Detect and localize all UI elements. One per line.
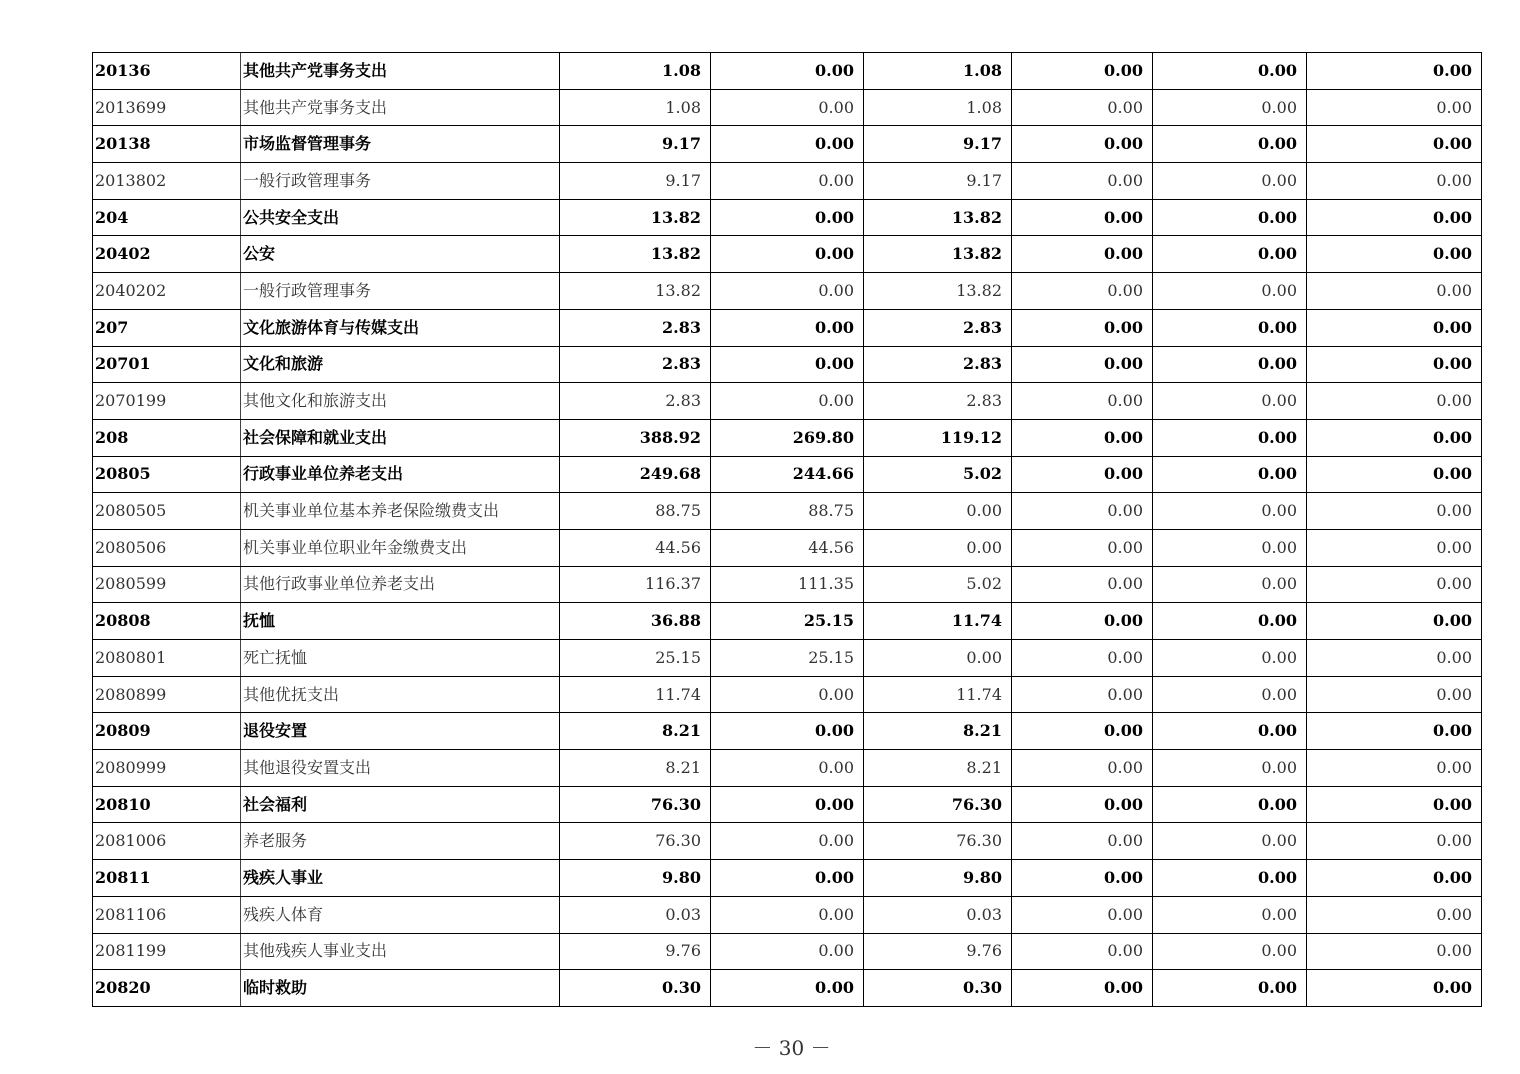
cell-project-expenditure: 9.17: [864, 126, 1012, 163]
cell-project-expenditure: 1.08: [864, 53, 1012, 90]
cell-total: 0.03: [560, 896, 711, 933]
cell-subject-code: 20136: [93, 53, 241, 90]
cell-project-expenditure: 11.74: [864, 603, 1012, 640]
cell-basic-expenditure: 25.15: [711, 640, 864, 677]
table-row: [93, 419, 1482, 456]
table-row: [93, 309, 1482, 346]
cell-column-6: 0.00: [1307, 236, 1482, 273]
cell-subject-code: 2081106: [93, 896, 241, 933]
cell-subject-code: 20402: [93, 236, 241, 273]
cell-total: 2.83: [560, 346, 711, 383]
cell-column-4: 0.00: [1012, 603, 1153, 640]
cell-column-6: 0.00: [1307, 493, 1482, 530]
cell-total: 44.56: [560, 529, 711, 566]
cell-total: 1.08: [560, 53, 711, 90]
cell-subject-name: 养老服务: [241, 823, 560, 860]
cell-basic-expenditure: 0.00: [711, 309, 864, 346]
table-row: [93, 750, 1482, 787]
cell-column-4: 0.00: [1012, 309, 1153, 346]
cell-project-expenditure: 8.21: [864, 713, 1012, 750]
cell-subject-name: 公共安全支出: [241, 199, 560, 236]
cell-basic-expenditure: 0.00: [711, 163, 864, 200]
cell-subject-code: 20810: [93, 786, 241, 823]
table-row: [93, 126, 1482, 163]
cell-project-expenditure: 5.02: [864, 456, 1012, 493]
cell-subject-name: 其他共产党事务支出: [241, 89, 560, 126]
cell-subject-code: 207: [93, 309, 241, 346]
cell-column-4: 0.00: [1012, 456, 1153, 493]
table-row: [93, 566, 1482, 603]
cell-project-expenditure: 0.30: [864, 970, 1012, 1007]
cell-column-6: 0.00: [1307, 163, 1482, 200]
cell-total: 13.82: [560, 236, 711, 273]
cell-column-6: 0.00: [1307, 823, 1482, 860]
cell-subject-code: 20809: [93, 713, 241, 750]
cell-basic-expenditure: 0.00: [711, 823, 864, 860]
cell-subject-code: 2080801: [93, 640, 241, 677]
cell-subject-name: 临时救助: [241, 970, 560, 1007]
cell-column-5: 0.00: [1153, 493, 1307, 530]
cell-column-5: 0.00: [1153, 603, 1307, 640]
cell-column-4: 0.00: [1012, 566, 1153, 603]
table-row: [93, 273, 1482, 310]
cell-basic-expenditure: 0.00: [711, 273, 864, 310]
cell-total: 11.74: [560, 676, 711, 713]
cell-column-4: 0.00: [1012, 236, 1153, 273]
cell-column-4: 0.00: [1012, 786, 1153, 823]
cell-column-5: 0.00: [1153, 53, 1307, 90]
cell-column-5: 0.00: [1153, 713, 1307, 750]
cell-column-6: 0.00: [1307, 419, 1482, 456]
cell-subject-code: 2080999: [93, 750, 241, 787]
cell-project-expenditure: 9.17: [864, 163, 1012, 200]
cell-basic-expenditure: 44.56: [711, 529, 864, 566]
cell-column-6: 0.00: [1307, 89, 1482, 126]
cell-total: 9.17: [560, 163, 711, 200]
cell-subject-name: 退役安置: [241, 713, 560, 750]
cell-column-4: 0.00: [1012, 419, 1153, 456]
cell-column-5: 0.00: [1153, 823, 1307, 860]
cell-column-5: 0.00: [1153, 566, 1307, 603]
cell-column-4: 0.00: [1012, 970, 1153, 1007]
cell-subject-code: 2080506: [93, 529, 241, 566]
cell-total: 8.21: [560, 750, 711, 787]
cell-project-expenditure: 1.08: [864, 89, 1012, 126]
cell-project-expenditure: 0.00: [864, 493, 1012, 530]
cell-project-expenditure: 76.30: [864, 786, 1012, 823]
table-row: [93, 236, 1482, 273]
table-row: [93, 163, 1482, 200]
cell-total: 2.83: [560, 309, 711, 346]
cell-subject-name: 其他共产党事务支出: [241, 53, 560, 90]
cell-column-4: 0.00: [1012, 750, 1153, 787]
cell-project-expenditure: 2.83: [864, 309, 1012, 346]
cell-total: 36.88: [560, 603, 711, 640]
table-row: [93, 896, 1482, 933]
cell-subject-name: 抚恤: [241, 603, 560, 640]
cell-column-4: 0.00: [1012, 89, 1153, 126]
cell-column-4: 0.00: [1012, 126, 1153, 163]
cell-subject-code: 2070199: [93, 383, 241, 420]
cell-column-6: 0.00: [1307, 933, 1482, 970]
cell-column-6: 0.00: [1307, 383, 1482, 420]
cell-project-expenditure: 11.74: [864, 676, 1012, 713]
cell-column-6: 0.00: [1307, 199, 1482, 236]
cell-column-6: 0.00: [1307, 970, 1482, 1007]
cell-total: 388.92: [560, 419, 711, 456]
cell-column-5: 0.00: [1153, 860, 1307, 897]
cell-basic-expenditure: 111.35: [711, 566, 864, 603]
cell-total: 25.15: [560, 640, 711, 677]
cell-basic-expenditure: 0.00: [711, 89, 864, 126]
cell-subject-name: 一般行政管理事务: [241, 273, 560, 310]
cell-column-6: 0.00: [1307, 786, 1482, 823]
table-row: [93, 786, 1482, 823]
cell-subject-code: 2080599: [93, 566, 241, 603]
cell-total: 116.37: [560, 566, 711, 603]
cell-column-5: 0.00: [1153, 383, 1307, 420]
cell-column-4: 0.00: [1012, 823, 1153, 860]
cell-subject-code: 2040202: [93, 273, 241, 310]
cell-subject-code: 2080899: [93, 676, 241, 713]
table-row: [93, 823, 1482, 860]
cell-total: 0.30: [560, 970, 711, 1007]
cell-column-5: 0.00: [1153, 89, 1307, 126]
cell-column-6: 0.00: [1307, 273, 1482, 310]
cell-column-5: 0.00: [1153, 126, 1307, 163]
cell-basic-expenditure: 0.00: [711, 933, 864, 970]
cell-subject-code: 2081199: [93, 933, 241, 970]
cell-subject-code: 2080505: [93, 493, 241, 530]
cell-column-5: 0.00: [1153, 346, 1307, 383]
cell-project-expenditure: 9.80: [864, 860, 1012, 897]
cell-project-expenditure: 2.83: [864, 383, 1012, 420]
cell-subject-name: 其他行政事业单位养老支出: [241, 566, 560, 603]
cell-subject-name: 其他优抚支出: [241, 676, 560, 713]
table-row: [93, 640, 1482, 677]
cell-basic-expenditure: 0.00: [711, 199, 864, 236]
cell-column-6: 0.00: [1307, 126, 1482, 163]
cell-column-4: 0.00: [1012, 860, 1153, 897]
cell-column-4: 0.00: [1012, 346, 1153, 383]
cell-basic-expenditure: 0.00: [711, 383, 864, 420]
cell-column-5: 0.00: [1153, 640, 1307, 677]
cell-subject-code: 20820: [93, 970, 241, 1007]
cell-column-5: 0.00: [1153, 419, 1307, 456]
cell-subject-name: 残疾人体育: [241, 896, 560, 933]
cell-subject-name: 社会福利: [241, 786, 560, 823]
cell-column-4: 0.00: [1012, 493, 1153, 530]
cell-column-6: 0.00: [1307, 456, 1482, 493]
table-row: [93, 456, 1482, 493]
cell-subject-code: 2013802: [93, 163, 241, 200]
cell-basic-expenditure: 0.00: [711, 786, 864, 823]
cell-basic-expenditure: 269.80: [711, 419, 864, 456]
cell-column-6: 0.00: [1307, 53, 1482, 90]
budget-expenditure-table: [92, 52, 1482, 1007]
cell-project-expenditure: 76.30: [864, 823, 1012, 860]
cell-basic-expenditure: 0.00: [711, 126, 864, 163]
cell-project-expenditure: 5.02: [864, 566, 1012, 603]
cell-column-5: 0.00: [1153, 529, 1307, 566]
cell-basic-expenditure: 88.75: [711, 493, 864, 530]
cell-subject-code: 20805: [93, 456, 241, 493]
cell-total: 1.08: [560, 89, 711, 126]
cell-column-6: 0.00: [1307, 676, 1482, 713]
table-row: [93, 199, 1482, 236]
table-row: [93, 493, 1482, 530]
cell-basic-expenditure: 244.66: [711, 456, 864, 493]
cell-basic-expenditure: 0.00: [711, 676, 864, 713]
page-number: － 30 －: [752, 1036, 831, 1060]
cell-total: 13.82: [560, 273, 711, 310]
cell-subject-name: 机关事业单位职业年金缴费支出: [241, 529, 560, 566]
cell-column-4: 0.00: [1012, 273, 1153, 310]
cell-project-expenditure: 13.82: [864, 273, 1012, 310]
cell-total: 8.21: [560, 713, 711, 750]
cell-basic-expenditure: 0.00: [711, 750, 864, 787]
table-row: [93, 529, 1482, 566]
cell-subject-name: 机关事业单位基本养老保险缴费支出: [241, 493, 560, 530]
table-body: [93, 53, 1482, 1007]
cell-project-expenditure: 0.03: [864, 896, 1012, 933]
cell-subject-code: 20701: [93, 346, 241, 383]
cell-column-6: 0.00: [1307, 346, 1482, 383]
table-row: [93, 970, 1482, 1007]
table-row: [93, 603, 1482, 640]
cell-column-5: 0.00: [1153, 676, 1307, 713]
cell-subject-name: 残疾人事业: [241, 860, 560, 897]
cell-project-expenditure: 8.21: [864, 750, 1012, 787]
cell-basic-expenditure: 0.00: [711, 346, 864, 383]
cell-total: 9.17: [560, 126, 711, 163]
cell-basic-expenditure: 25.15: [711, 603, 864, 640]
cell-column-6: 0.00: [1307, 603, 1482, 640]
cell-subject-code: 2013699: [93, 89, 241, 126]
cell-subject-code: 208: [93, 419, 241, 456]
cell-project-expenditure: 13.82: [864, 236, 1012, 273]
cell-subject-name: 行政事业单位养老支出: [241, 456, 560, 493]
cell-column-4: 0.00: [1012, 529, 1153, 566]
cell-total: 9.80: [560, 860, 711, 897]
cell-column-5: 0.00: [1153, 786, 1307, 823]
cell-total: 76.30: [560, 786, 711, 823]
cell-basic-expenditure: 0.00: [711, 970, 864, 1007]
cell-subject-name: 社会保障和就业支出: [241, 419, 560, 456]
table-row: [93, 676, 1482, 713]
cell-column-5: 0.00: [1153, 163, 1307, 200]
cell-basic-expenditure: 0.00: [711, 860, 864, 897]
cell-column-4: 0.00: [1012, 640, 1153, 677]
cell-subject-name: 死亡抚恤: [241, 640, 560, 677]
table-row: [93, 860, 1482, 897]
cell-subject-name: 文化旅游体育与传媒支出: [241, 309, 560, 346]
cell-total: 2.83: [560, 383, 711, 420]
cell-column-6: 0.00: [1307, 896, 1482, 933]
cell-column-5: 0.00: [1153, 456, 1307, 493]
cell-subject-code: 20811: [93, 860, 241, 897]
table-row: [93, 346, 1482, 383]
cell-column-4: 0.00: [1012, 713, 1153, 750]
cell-total: 13.82: [560, 199, 711, 236]
cell-total: 88.75: [560, 493, 711, 530]
cell-total: 76.30: [560, 823, 711, 860]
cell-column-5: 0.00: [1153, 273, 1307, 310]
cell-basic-expenditure: 0.00: [711, 53, 864, 90]
cell-subject-name: 其他文化和旅游支出: [241, 383, 560, 420]
cell-project-expenditure: 0.00: [864, 529, 1012, 566]
cell-project-expenditure: 0.00: [864, 640, 1012, 677]
cell-subject-name: 文化和旅游: [241, 346, 560, 383]
cell-column-5: 0.00: [1153, 933, 1307, 970]
cell-column-5: 0.00: [1153, 970, 1307, 1007]
cell-column-6: 0.00: [1307, 860, 1482, 897]
cell-project-expenditure: 2.83: [864, 346, 1012, 383]
cell-column-4: 0.00: [1012, 163, 1153, 200]
cell-column-5: 0.00: [1153, 236, 1307, 273]
cell-column-6: 0.00: [1307, 713, 1482, 750]
table-row: [93, 383, 1482, 420]
cell-column-4: 0.00: [1012, 199, 1153, 236]
cell-column-6: 0.00: [1307, 750, 1482, 787]
cell-subject-code: 204: [93, 199, 241, 236]
cell-basic-expenditure: 0.00: [711, 713, 864, 750]
cell-column-4: 0.00: [1012, 933, 1153, 970]
cell-column-5: 0.00: [1153, 896, 1307, 933]
table-row: [93, 53, 1482, 90]
cell-project-expenditure: 13.82: [864, 199, 1012, 236]
cell-column-4: 0.00: [1012, 676, 1153, 713]
table-row: [93, 933, 1482, 970]
cell-subject-code: 2081006: [93, 823, 241, 860]
cell-total: 9.76: [560, 933, 711, 970]
cell-column-5: 0.00: [1153, 750, 1307, 787]
cell-subject-name: 市场监督管理事务: [241, 126, 560, 163]
cell-subject-name: 其他残疾人事业支出: [241, 933, 560, 970]
cell-project-expenditure: 119.12: [864, 419, 1012, 456]
cell-subject-name: 其他退役安置支出: [241, 750, 560, 787]
cell-column-5: 0.00: [1153, 309, 1307, 346]
cell-subject-name: 公安: [241, 236, 560, 273]
cell-subject-code: 20808: [93, 603, 241, 640]
cell-project-expenditure: 9.76: [864, 933, 1012, 970]
cell-subject-name: 一般行政管理事务: [241, 163, 560, 200]
cell-subject-code: 20138: [93, 126, 241, 163]
cell-column-4: 0.00: [1012, 383, 1153, 420]
cell-column-6: 0.00: [1307, 566, 1482, 603]
cell-column-5: 0.00: [1153, 199, 1307, 236]
cell-column-4: 0.00: [1012, 896, 1153, 933]
cell-total: 249.68: [560, 456, 711, 493]
cell-column-4: 0.00: [1012, 53, 1153, 90]
cell-column-6: 0.00: [1307, 309, 1482, 346]
cell-basic-expenditure: 0.00: [711, 236, 864, 273]
cell-column-6: 0.00: [1307, 529, 1482, 566]
table-row: [93, 89, 1482, 126]
table-row: [93, 713, 1482, 750]
cell-basic-expenditure: 0.00: [711, 896, 864, 933]
cell-column-6: 0.00: [1307, 640, 1482, 677]
